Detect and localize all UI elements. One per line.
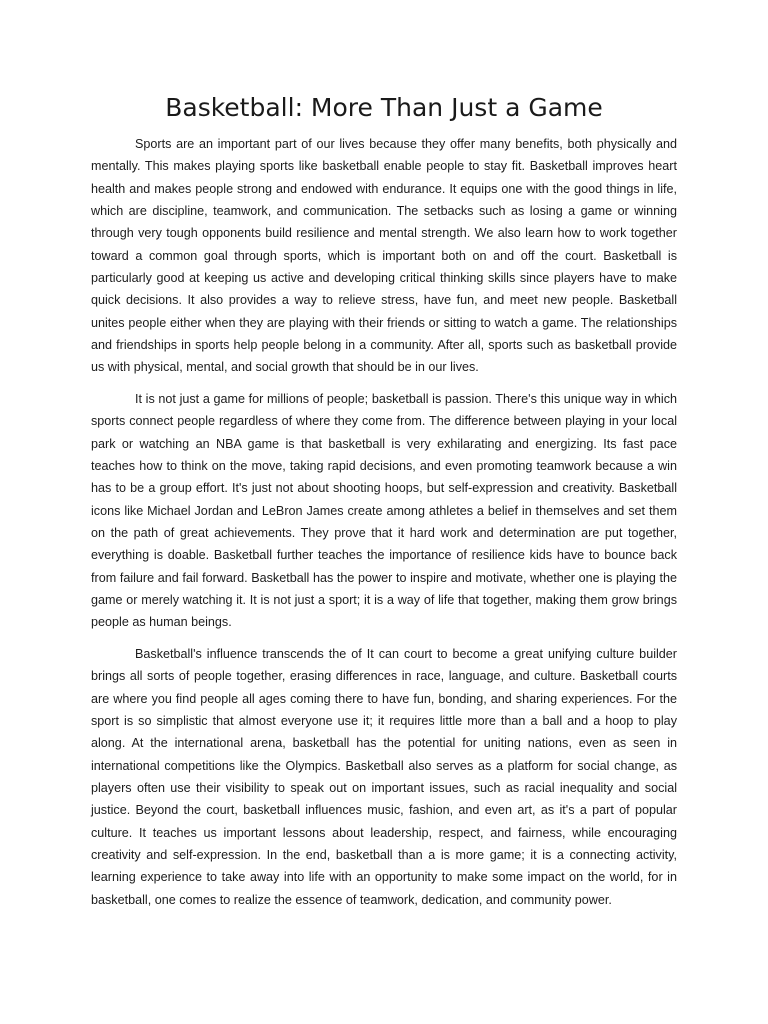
paragraph-1: Sports are an important part of our lives because they offer many benefits, both physically and mentally. This makes playing sports like basketball enable people to stay fit. Basketball improves heart health and makes people strong and endowed with endurance. It equips one with the good things in life, which are discipline, teamwork, and communication. The setbacks such as losing a game or winning through very tough opponents build resilience and mental strength. We also learn how to work together toward a common goal through sports, which is important both on and off the court. Basketball is particularly good at keeping us active and developing critical thinking skills since players have to make quick decisions. It also provides a way to relieve stress, have fun, and meet new people. Basketball unites people either when they are playing with their friends or sitting to watch a game. The relationships and friendships in sports help people belong in a community. After all, sports such as basketball provide us with physical, mental, and social growth that should be in our lives.: [91, 137, 677, 375]
paragraph-2: It is not just a game for millions of people; basketball is passion. There's this unique way in which sports connect people regardless of where they come from. The difference between playing in your local park or watching an NBA game is that basketball is very exhilarating and energizing. Its fast pace teaches how to think on the move, taking rapid decisions, and even promoting teamwork because a win has to be a group effort. It's just not about shooting hoops, but self-expression and creativity. Basketball icons like Michael Jordan and LeBron James create among athletes a belief in themselves and set them on the path of great achievements. They prove that it hard work and determination are put together, everything is doable. Basketball further teaches the importance of resilience kids have to bounce back from failure and fail forward. Basketball has the power to inspire and motivate, whether one is playing the game or merely watching it. It is not just a sport; it is a way of life that together, making them grow brings people as human beings.: [91, 392, 677, 630]
document-title: Basketball: More Than Just a Game: [165, 93, 603, 122]
paragraph-3: Basketball's influence transcends the of It can court to become a great unifying culture builder brings all sorts of people together, erasing differences in race, language, and culture. Basketball courts are where you find people all ages coming there to have fun, bonding, and sharing experiences. For the sport is so simplistic that almost everyone use it; it requires little more than a ball and a hoop to play along. At the international arena, basketball has the potential for uniting nations, even as seen in international competitions like the Olympics. Basketball also serves as a platform for social change, as players often use their visibility to speak out on important issues, such as racial inequality and social justice. Beyond the court, basketball influences music, fashion, and even art, as it's a part of popular culture. It teaches us important lessons about leadership, respect, and fairness, while encouraging creativity and self-expression. In the end, basketball than a is more game; it is a connecting activity, learning experience to take away into life with an opportunity to make some impact on the world, for in basketball, one comes to realize the essence of teamwork, dedication, and community power.: [91, 647, 677, 907]
